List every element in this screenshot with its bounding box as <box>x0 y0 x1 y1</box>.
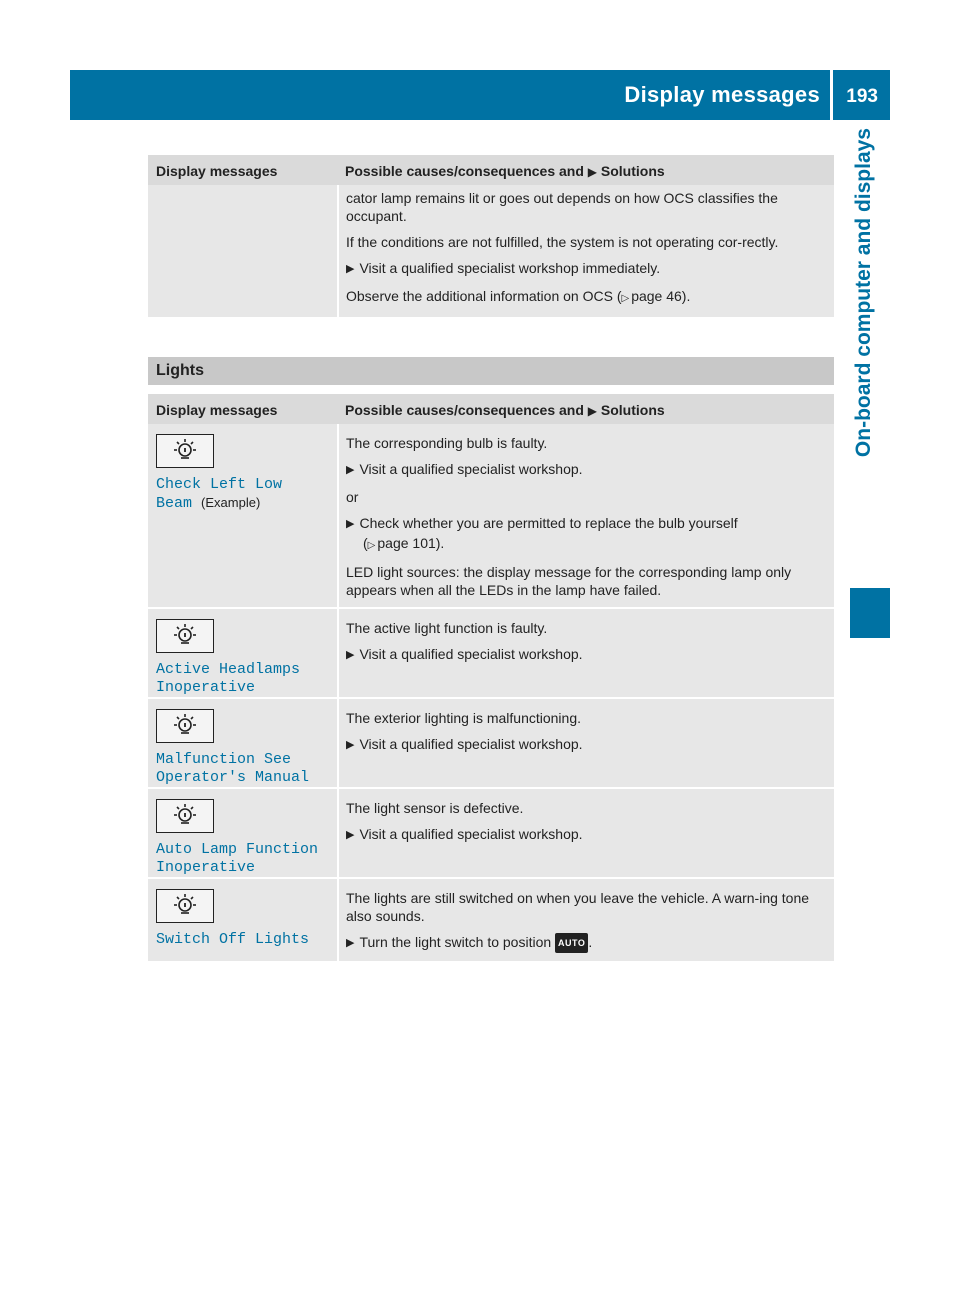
header-title: Display messages <box>624 82 820 107</box>
table-row <box>148 185 834 318</box>
table-header-row <box>148 394 834 424</box>
chapter-marker <box>850 588 890 638</box>
page-ref[interactable]: ▷ page 46). <box>621 288 690 304</box>
cause-cell: cator lamp remains lit or goes out depends on how OCS classifies the occupant. If the conditions are not fulfilled, the system is not operating cor-rectly. ▶ Visit a qualified specialist workshop immediately. Observe the additional information on OCS (▷ page 46). <box>338 185 834 318</box>
page-number: 193 <box>846 86 878 107</box>
cause-cell: The lights are still switched on when you leave the vehicle. A warn-ing tone also sounds. ▶ Turn the light switch to position AUTO . <box>338 878 834 962</box>
table-row <box>148 878 834 962</box>
bulb-warning-icon <box>156 889 214 923</box>
display-message: Active Headlamps Inoperative <box>156 661 301 696</box>
table-row <box>148 424 834 608</box>
message-cell <box>148 185 338 318</box>
bulb-warning-icon <box>156 619 214 653</box>
solution-arrow-icon: ▶ <box>587 404 598 418</box>
message-cell <box>148 878 338 962</box>
message-cell <box>148 788 338 878</box>
top-table <box>148 155 834 319</box>
display-message: Malfunction See Operator's Manual <box>156 751 310 786</box>
table-header-row <box>148 155 834 185</box>
page-header <box>70 70 890 120</box>
col-header-messages: Display messages <box>148 155 338 185</box>
message-cell <box>148 424 338 608</box>
table-row <box>148 698 834 788</box>
header-divider <box>830 70 833 120</box>
display-message: Switch Off Lights <box>156 931 310 948</box>
col-header-messages: Display messages <box>148 394 338 424</box>
bulb-warning-icon <box>156 709 214 743</box>
bulb-warning-icon <box>156 434 214 468</box>
message-cell <box>148 698 338 788</box>
auto-switch-icon: AUTO <box>555 933 588 953</box>
chapter-tab <box>840 128 890 583</box>
table-row <box>148 608 834 698</box>
section-title: Lights <box>148 357 834 385</box>
cause-cell: The exterior lighting is malfunctioning. ▶ Visit a qualified specialist workshop. <box>338 698 834 788</box>
bulb-warning-icon <box>156 799 214 833</box>
table-row <box>148 788 834 878</box>
cause-cell: The light sensor is defective. ▶ Visit a qualified specialist workshop. <box>338 788 834 878</box>
display-message: Auto Lamp Function Inoperative <box>156 841 319 876</box>
col-header-causes: Possible causes/consequences and ▶ Solutions <box>338 394 834 424</box>
cause-cell: The active light function is faulty. ▶ Visit a qualified specialist workshop. <box>338 608 834 698</box>
solution-arrow-icon: ▶ <box>587 165 598 179</box>
display-message: Check Left Low Beam (Example) <box>156 476 283 512</box>
col-header-causes: Possible causes/consequences and ▶ Solutions <box>338 155 834 185</box>
chapter-title: On-board computer and displays <box>852 128 875 458</box>
message-cell <box>148 608 338 698</box>
cause-cell: The corresponding bulb is faulty. ▶ Visit a qualified specialist workshop. or ▶ Check whether you are permitted to replace the bulb yourself (▷ page 101). LED light sources: the display message for the corresponding lamp only appears when all the LEDs in the lamp have failed. <box>338 424 834 608</box>
page-ref[interactable]: ▷ page 101). <box>368 535 445 551</box>
lights-table <box>148 394 834 963</box>
